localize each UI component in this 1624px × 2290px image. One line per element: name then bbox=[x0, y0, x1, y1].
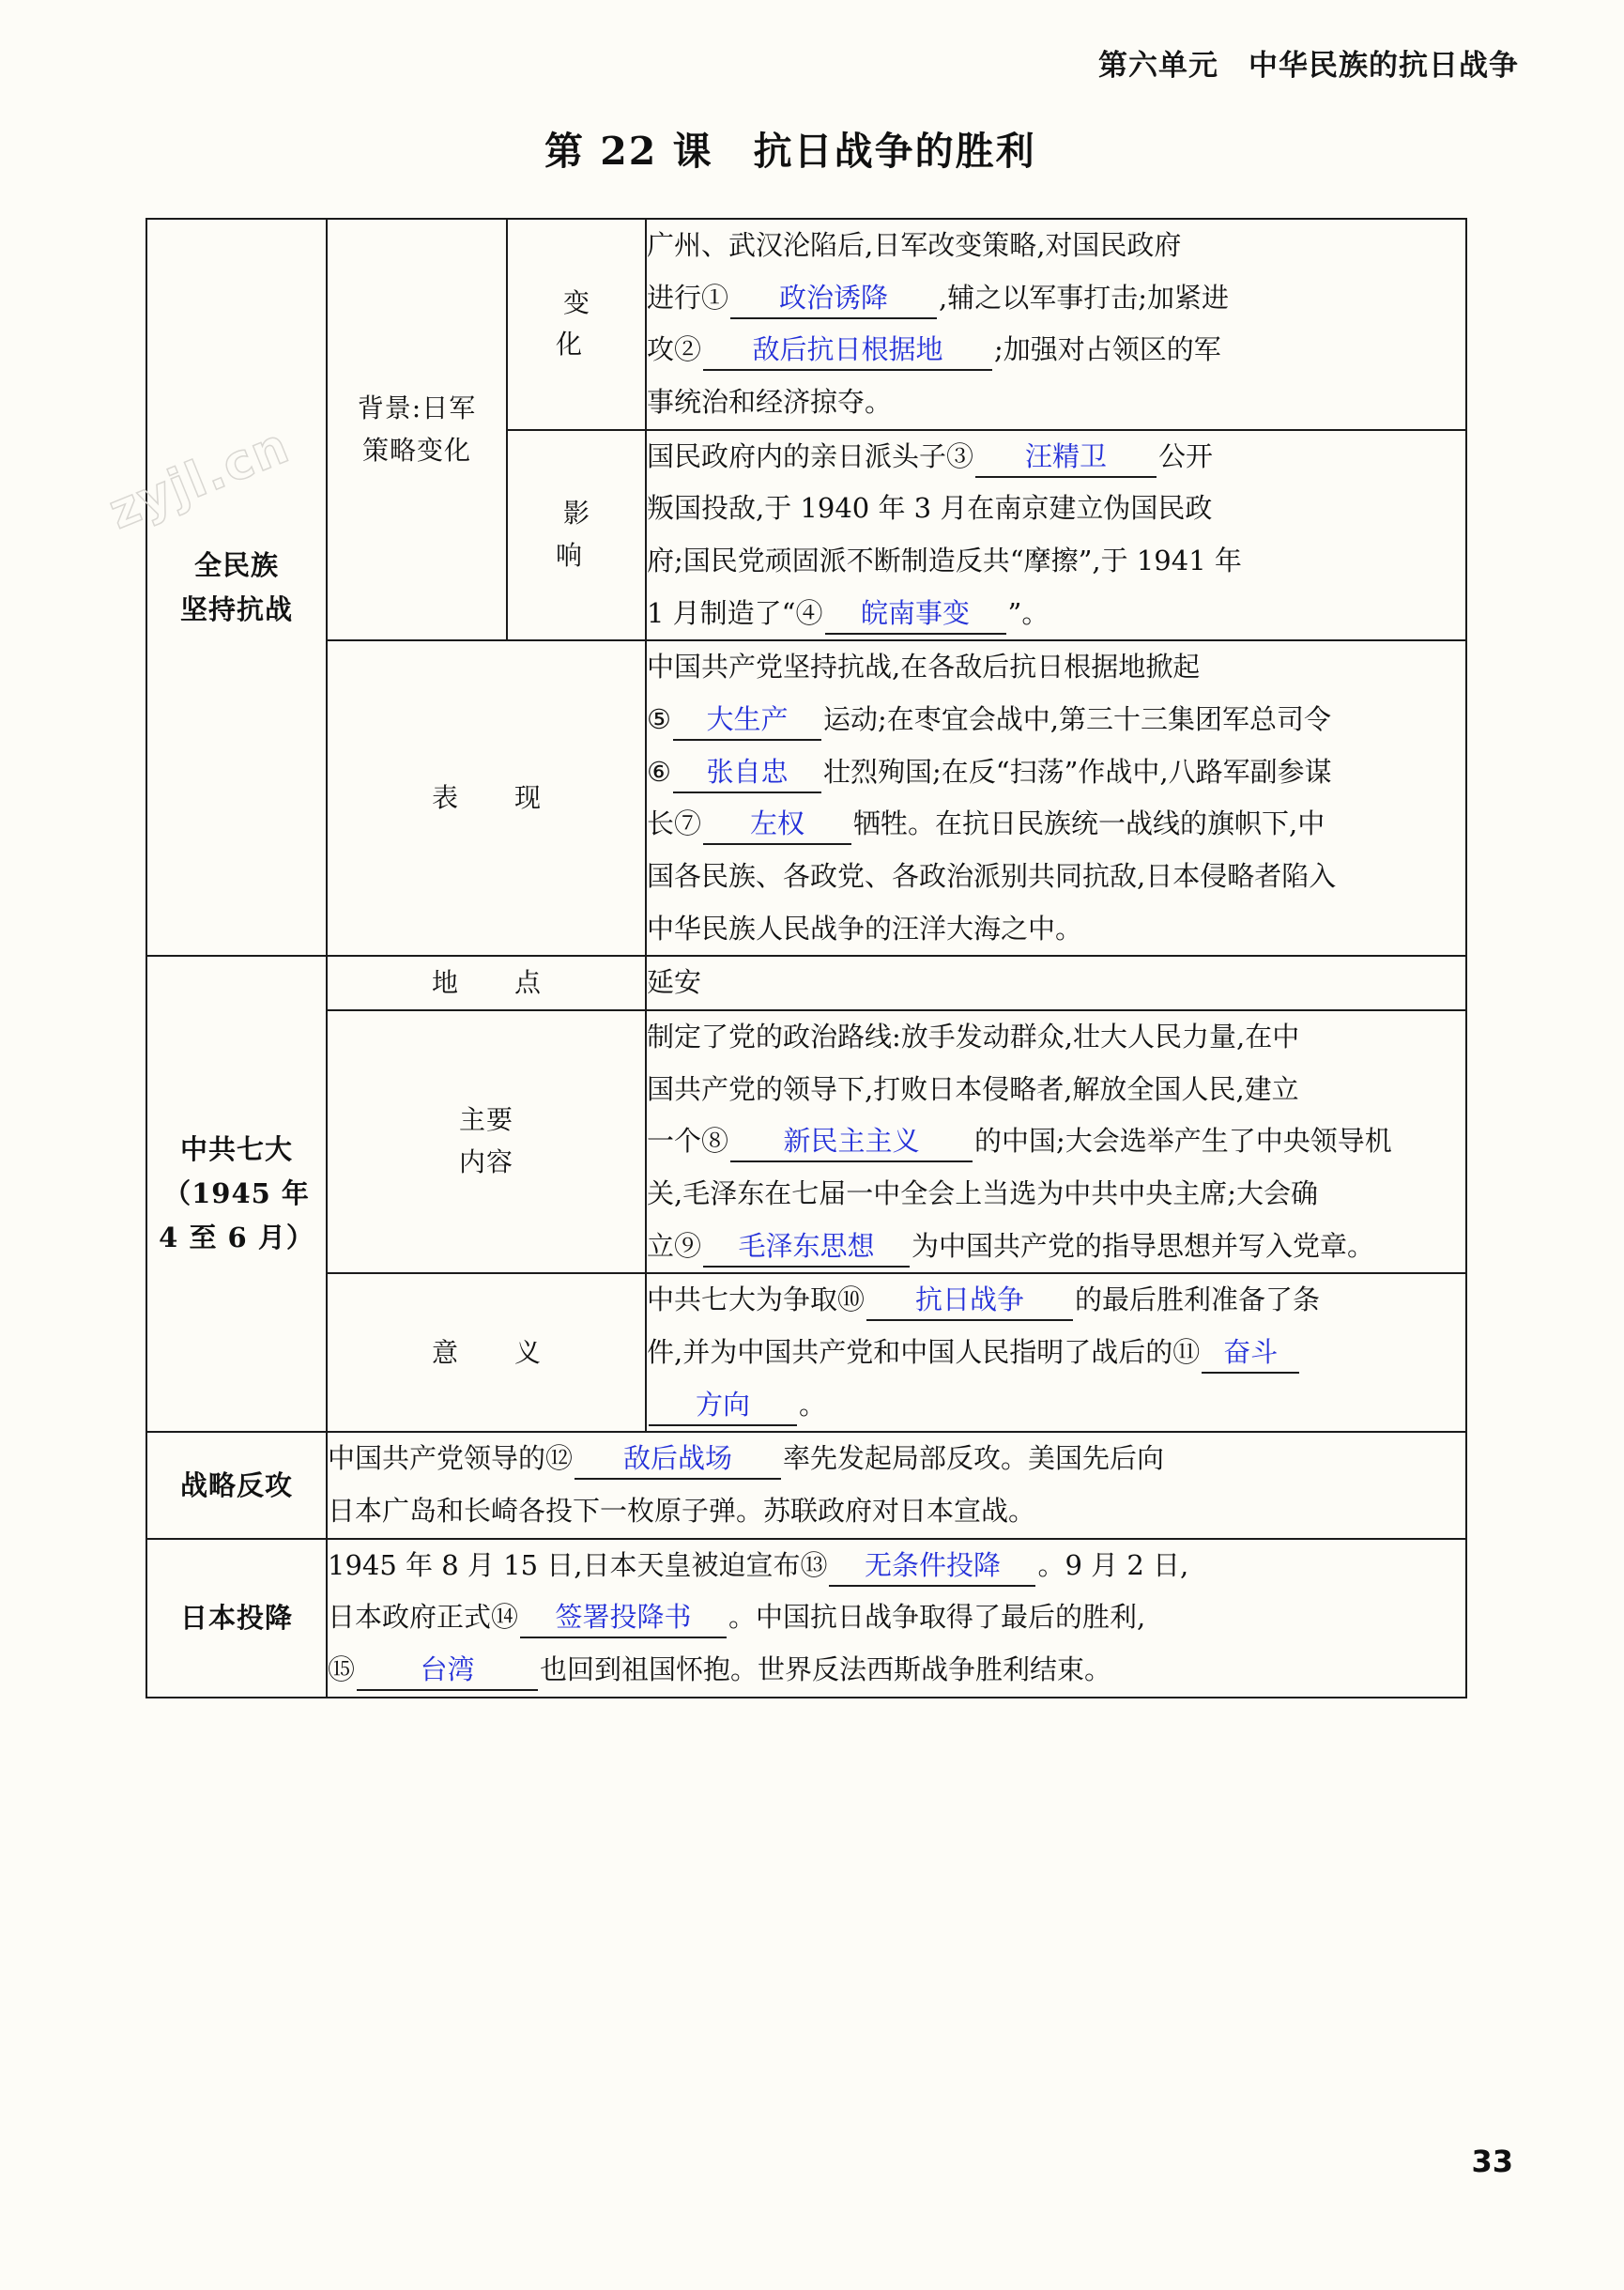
answer-blank[interactable]: 左权 bbox=[703, 806, 851, 845]
static-text: 件,并为中国共产党和中国人民指明了战后的⑪ bbox=[647, 1336, 1201, 1369]
content-line bbox=[647, 1064, 1465, 1116]
answer-blank[interactable]: 政治诱降 bbox=[730, 280, 937, 319]
static-text: ,辅之以军事打击;加紧进 bbox=[939, 281, 1230, 314]
content-line bbox=[647, 694, 1465, 746]
content-line bbox=[647, 1115, 1465, 1168]
sub-label: 变 化 bbox=[507, 219, 646, 430]
static-text: 的中国;大会选举产生了中央领导机 bbox=[974, 1125, 1392, 1158]
static-text: 关,毛泽东在七届一中全会上当选为中共中央主席;大会确 bbox=[647, 1177, 1318, 1210]
static-text: 也回到祖国怀抱。世界反法西斯战争胜利结束。 bbox=[540, 1653, 1112, 1686]
content-line bbox=[647, 431, 1465, 484]
answer-blank[interactable]: 敌后战场 bbox=[575, 1440, 781, 1480]
content-line bbox=[328, 1433, 1465, 1485]
content-line bbox=[647, 535, 1465, 588]
static-text: ⑮ bbox=[328, 1653, 356, 1686]
static-text: 日本广岛和长崎各投下一枚原子弹。苏联政府对日本宣战。 bbox=[328, 1495, 1036, 1528]
static-text: 牺牲。在抗日民族统一战线的旗帜下,中 bbox=[853, 807, 1325, 840]
content-cell bbox=[646, 640, 1466, 956]
static-text: 1 月制造了“④ bbox=[647, 596, 823, 629]
section-label: 中共七大 （1945 年 4 至 6 月） bbox=[146, 956, 327, 1432]
answer-blank[interactable]: 汪精卫 bbox=[975, 438, 1157, 478]
content-line bbox=[647, 903, 1465, 956]
watermark: zyjl.cn bbox=[101, 417, 299, 541]
table-row bbox=[146, 1010, 1466, 1273]
content-line bbox=[647, 851, 1465, 903]
static-text: 为中国共产党的指导思想并写入党章。 bbox=[912, 1229, 1375, 1262]
knowledge-outline-table bbox=[146, 218, 1467, 1698]
section-label: 全民族 坚持抗战 bbox=[146, 219, 327, 956]
content-line bbox=[647, 220, 1465, 272]
content-line bbox=[647, 1221, 1465, 1273]
content-cell bbox=[646, 1010, 1466, 1273]
static-text: ”。 bbox=[1007, 596, 1049, 629]
static-text: 运动;在枣宜会战中,第三十三集团军总司令 bbox=[823, 703, 1331, 736]
answer-blank[interactable]: 大生产 bbox=[673, 701, 821, 741]
static-text: 中国共产党领导的⑫ bbox=[328, 1442, 574, 1475]
content-line bbox=[328, 1644, 1465, 1697]
static-text: 的最后胜利准备了条 bbox=[1075, 1283, 1321, 1316]
table-row bbox=[146, 956, 1466, 1010]
static-text: 。9 月 2 日, bbox=[1037, 1548, 1189, 1581]
sub-label: 意 义 bbox=[327, 1273, 646, 1432]
content-cell bbox=[646, 956, 1466, 1010]
running-header: 第六单元 中华民族的抗日战争 bbox=[1098, 49, 1519, 83]
content-line bbox=[647, 1011, 1465, 1064]
static-text: 中国共产党坚持抗战,在各敌后抗日根据地掀起 bbox=[647, 651, 1201, 684]
static-text: 。中国抗日战争取得了最后的胜利, bbox=[728, 1601, 1146, 1634]
section-label: 战略反攻 bbox=[146, 1432, 327, 1538]
content-line bbox=[647, 641, 1465, 694]
static-text: 国民政府内的亲日派头子③ bbox=[647, 439, 974, 472]
answer-blank[interactable]: 毛泽东思想 bbox=[703, 1228, 910, 1268]
table-row bbox=[146, 219, 1466, 430]
static-text: 府;国民党顽固派不断制造反共“摩擦”,于 1941 年 bbox=[647, 545, 1242, 577]
static-text: 攻② bbox=[647, 333, 702, 366]
content-line bbox=[647, 483, 1465, 535]
static-text: 立⑨ bbox=[647, 1229, 702, 1262]
content-line bbox=[647, 377, 1465, 429]
answer-blank[interactable]: 新民主主义 bbox=[730, 1123, 973, 1162]
static-text: 广州、武汉沦陷后,日军改变策略,对国民政府 bbox=[647, 229, 1182, 261]
content-line bbox=[328, 1540, 1465, 1592]
table-row bbox=[146, 1539, 1466, 1698]
answer-blank[interactable]: 皖南事变 bbox=[825, 595, 1006, 635]
static-text: ;加强对占领区的军 bbox=[994, 333, 1221, 366]
content-line bbox=[647, 746, 1465, 799]
static-text: 延安 bbox=[647, 966, 702, 999]
content-cell bbox=[327, 1539, 1466, 1698]
answer-blank[interactable]: 张自忠 bbox=[673, 754, 821, 793]
static-text: 率先发起局部反攻。美国先后向 bbox=[783, 1442, 1165, 1475]
content-line bbox=[647, 588, 1465, 640]
content-line bbox=[647, 1274, 1465, 1327]
static-text: 进行① bbox=[647, 281, 729, 314]
static-text: 事统治和经济掠夺。 bbox=[647, 386, 893, 419]
static-text: 日本政府正式⑭ bbox=[328, 1601, 519, 1634]
sub-label: 主要 内容 bbox=[327, 1010, 646, 1273]
content-cell bbox=[646, 430, 1466, 641]
content-cell bbox=[646, 1273, 1466, 1432]
static-text: 叛国投敌,于 1940 年 3 月在南京建立伪国民政 bbox=[647, 492, 1213, 525]
static-text: 公开 bbox=[1158, 439, 1214, 472]
static-text: 中共七大为争取⑩ bbox=[647, 1283, 866, 1316]
table-row bbox=[146, 1432, 1466, 1538]
sub-label: 影 响 bbox=[507, 430, 646, 641]
content-line bbox=[647, 324, 1465, 377]
content-line bbox=[328, 1485, 1465, 1538]
static-text: 国各民族、各政党、各政治派别共同抗敌,日本侵略者陷入 bbox=[647, 860, 1337, 893]
answer-blank[interactable]: 签署投降书 bbox=[520, 1599, 727, 1638]
group-label: 背景:日军 策略变化 bbox=[327, 219, 507, 640]
answer-blank[interactable]: 无条件投降 bbox=[829, 1547, 1035, 1587]
content-line bbox=[647, 272, 1465, 325]
answer-blank[interactable]: 敌后抗日根据地 bbox=[703, 331, 992, 371]
content-line bbox=[647, 1168, 1465, 1221]
content-cell bbox=[646, 219, 1466, 430]
content-line bbox=[647, 1327, 1465, 1379]
answer-blank[interactable]: 方向 bbox=[649, 1387, 797, 1426]
answer-blank[interactable]: 奋斗 bbox=[1202, 1334, 1299, 1374]
sub-label: 表 现 bbox=[327, 640, 646, 956]
content-line bbox=[647, 957, 1465, 1009]
static-text: 国共产党的领导下,打败日本侵略者,解放全国人民,建立 bbox=[647, 1072, 1299, 1105]
static-text: 1945 年 8 月 15 日,日本天皇被迫宣布⑬ bbox=[328, 1548, 828, 1581]
table-row bbox=[146, 1273, 1466, 1432]
content-line bbox=[647, 1379, 1465, 1432]
static-text: 中华民族人民战争的汪洋大海之中。 bbox=[647, 912, 1083, 945]
static-text: 一个⑧ bbox=[647, 1125, 729, 1158]
static-text: ⑤ bbox=[647, 703, 671, 736]
static-text: 壮烈殉国;在反“扫荡”作战中,八路军副参谋 bbox=[823, 755, 1332, 788]
static-text: 。 bbox=[799, 1388, 827, 1421]
static-text: 长⑦ bbox=[647, 807, 702, 840]
content-cell bbox=[327, 1432, 1466, 1538]
answer-blank[interactable]: 抗日战争 bbox=[866, 1282, 1073, 1321]
page-title: 第 22 课 抗日战争的胜利 bbox=[544, 129, 1036, 174]
page-number: 33 bbox=[1471, 2144, 1513, 2179]
table-row bbox=[146, 640, 1466, 956]
sub-label: 地 点 bbox=[327, 956, 646, 1010]
content-line bbox=[328, 1591, 1465, 1644]
static-text: ⑥ bbox=[647, 755, 671, 788]
answer-blank[interactable]: 台湾 bbox=[357, 1652, 538, 1691]
static-text: 制定了党的政治路线:放手发动群众,壮大人民力量,在中 bbox=[647, 1021, 1300, 1053]
section-label: 日本投降 bbox=[146, 1539, 327, 1698]
content-line bbox=[647, 798, 1465, 851]
